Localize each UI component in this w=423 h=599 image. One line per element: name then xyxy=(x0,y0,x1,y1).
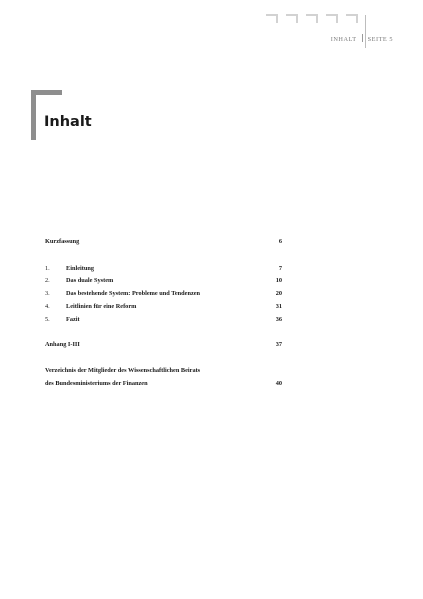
toc-entry-chapter-4[interactable] xyxy=(45,302,282,311)
toc-entry-label: Das bestehende System: Probleme und Tendenzen xyxy=(66,290,201,297)
corner-mark xyxy=(266,14,278,23)
toc-entry-page: 7 xyxy=(278,265,282,272)
toc-entry-number: 5. xyxy=(45,316,50,323)
toc-entry-label: Fazit xyxy=(66,316,80,323)
toc-entry-page: 31 xyxy=(275,303,282,310)
corner-mark xyxy=(326,14,338,23)
corner-mark xyxy=(306,14,318,23)
toc-entry-page: 10 xyxy=(275,277,282,284)
toc-entry-number: 4. xyxy=(45,303,50,310)
toc-entry-verzeichnis-line-1[interactable] xyxy=(45,366,282,375)
toc-entry-chapter-2[interactable] xyxy=(45,276,282,285)
toc-entry-label: Anhang I-III xyxy=(45,341,80,348)
toc-entry-label: Kurzfassung xyxy=(45,238,80,245)
page-title: Inhalt xyxy=(44,114,92,130)
toc-entry-label: Leitlinien für eine Reform xyxy=(66,303,137,310)
toc-entry-label: Das duale System xyxy=(66,277,114,284)
running-head-section: INHALT xyxy=(330,36,357,43)
corner-mark xyxy=(286,14,298,23)
header-decoration xyxy=(266,14,376,26)
toc-entry-number: 1. xyxy=(45,265,50,272)
toc-entry-chapter-5[interactable] xyxy=(45,315,282,324)
toc-entry-anhang[interactable] xyxy=(45,340,282,349)
toc-entry-verzeichnis-line-2[interactable] xyxy=(45,379,282,388)
toc-entry-page: 20 xyxy=(275,290,282,297)
header-divider xyxy=(365,15,366,48)
toc-entry-chapter-1[interactable] xyxy=(45,264,282,273)
toc-entry-label: Verzeichnis der Mitglieder des Wissenschaftlichen Beirats xyxy=(45,367,201,374)
toc-entry-page: 37 xyxy=(275,341,282,348)
running-head-separator xyxy=(362,34,363,42)
toc-entry-chapter-3[interactable] xyxy=(45,289,282,298)
toc-entry-label: Einleitung xyxy=(66,265,94,272)
toc-entry-number: 2. xyxy=(45,277,50,284)
running-head-page: SEITE 5 xyxy=(367,36,393,43)
toc-entry-page: 6 xyxy=(278,238,282,245)
toc-entry-number: 3. xyxy=(45,290,50,297)
toc-entry-page: 40 xyxy=(275,380,282,387)
corner-mark xyxy=(346,14,358,23)
toc-entry-kurzfassung[interactable] xyxy=(45,237,282,246)
toc-entry-page: 36 xyxy=(275,316,282,323)
toc-entry-label: des Bundesministeriums der Finanzen xyxy=(45,380,148,387)
running-head xyxy=(331,34,393,43)
